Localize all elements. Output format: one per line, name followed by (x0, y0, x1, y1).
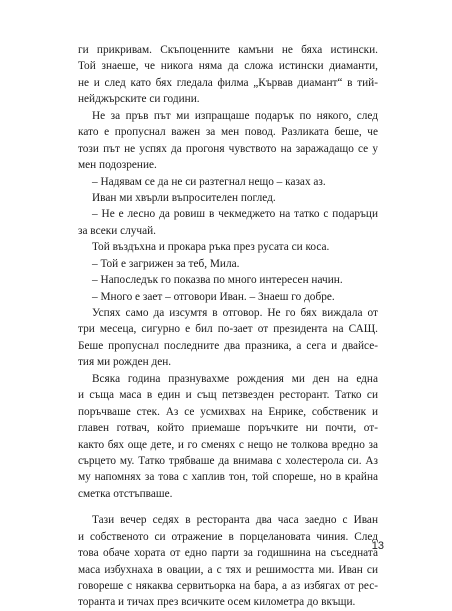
text-line: както бях още дете, и го сменях с нещо не толкова вредно за (78, 438, 378, 451)
text-line: за всеки случай. (78, 224, 156, 237)
text-line: ги прикривам. Скъпоценните камъни не бяха истински. (78, 44, 378, 56)
text-line: сърцето му. Татко трябваше да внимава с холестерола си. Аз (78, 454, 378, 467)
text-line: Не за пръв път ми изпращаше подарък по някого, след (92, 109, 378, 122)
text-line: мен подозрение. (78, 159, 157, 172)
text-line: тия ми рожден ден. (78, 356, 172, 369)
text-line: сметка отстъпваше. (78, 487, 173, 500)
text-line: Тази вечер седях в ресторанта два часа заедно с Иван (92, 514, 378, 527)
text-line: нейджърските си години. (78, 93, 200, 106)
text-line: Той въздъхна и прокара ръка през русата си коса. (92, 241, 330, 254)
text-line: този път не успях да прогоня чувството на заражадащо се у (78, 142, 378, 155)
text-line: говореше с някаква сервитьорка на бара, а аз избягах от рес- (78, 580, 378, 592)
text-line: Беше пропуснал последните два празника, а сега и двайсе- (78, 339, 378, 352)
text-line: маса избухнаха в овации, а с тях и решимостта ми. Иван си (78, 563, 378, 576)
text-line: торанта и тичах през всичките осем километра до вкъщи. (78, 596, 356, 609)
text-line: това обаче хората от едно парти за годишнина на съседната (78, 547, 378, 560)
text-line: – Много е зает – отговори Иван. – Знаеш го добре. (92, 290, 335, 303)
text-line: – Надявам се да не си разтегнал нещо – казах аз. (92, 175, 326, 188)
text-line: Иван ми хвърли въпросителен поглед. (92, 191, 276, 204)
text-line: Всяка година празнувахме рождения ми ден на една (92, 372, 378, 385)
text-line: поръчваше стек. Аз се усмихвах на Енрике, собственик и (78, 405, 378, 418)
text-line: му напомнях за това с хаплив тон, той спореше, но в крайна (78, 471, 378, 484)
text-line: главен готвач, който приемаше поръчките ни почти, от- (78, 422, 378, 435)
text-line: три месеца, сигурно е бил по-зает от президента на САЩ. (78, 323, 378, 336)
text-line: – Той е загрижен за теб, Мила. (92, 257, 240, 270)
text-line: като е пропуснал важен за мен повод. Разликата беше, че (78, 126, 378, 139)
page-number: 13 (371, 540, 384, 552)
body-text (78, 42, 378, 611)
text-line: не и след като бях гледала филма „Кървав диамант“ в тий- (78, 76, 378, 89)
text-line: – Напоследък го показва по много интересен начин. (92, 274, 343, 287)
text-line: и съща маса в един и същ петзвезден ресторант. Татко си (78, 389, 378, 402)
text-line: – Не е лесно да ровиш в чекмеджето на татко с подаръци (92, 208, 378, 221)
text-line: и собственото си отражение в порцелановата чиния. След (78, 530, 378, 543)
text-line: Той знаеше, че никога няма да сложа истински диаманти, (78, 60, 378, 73)
text-line: Успях само да изсумтя в отговор. Не го бях виждала от (92, 307, 378, 319)
